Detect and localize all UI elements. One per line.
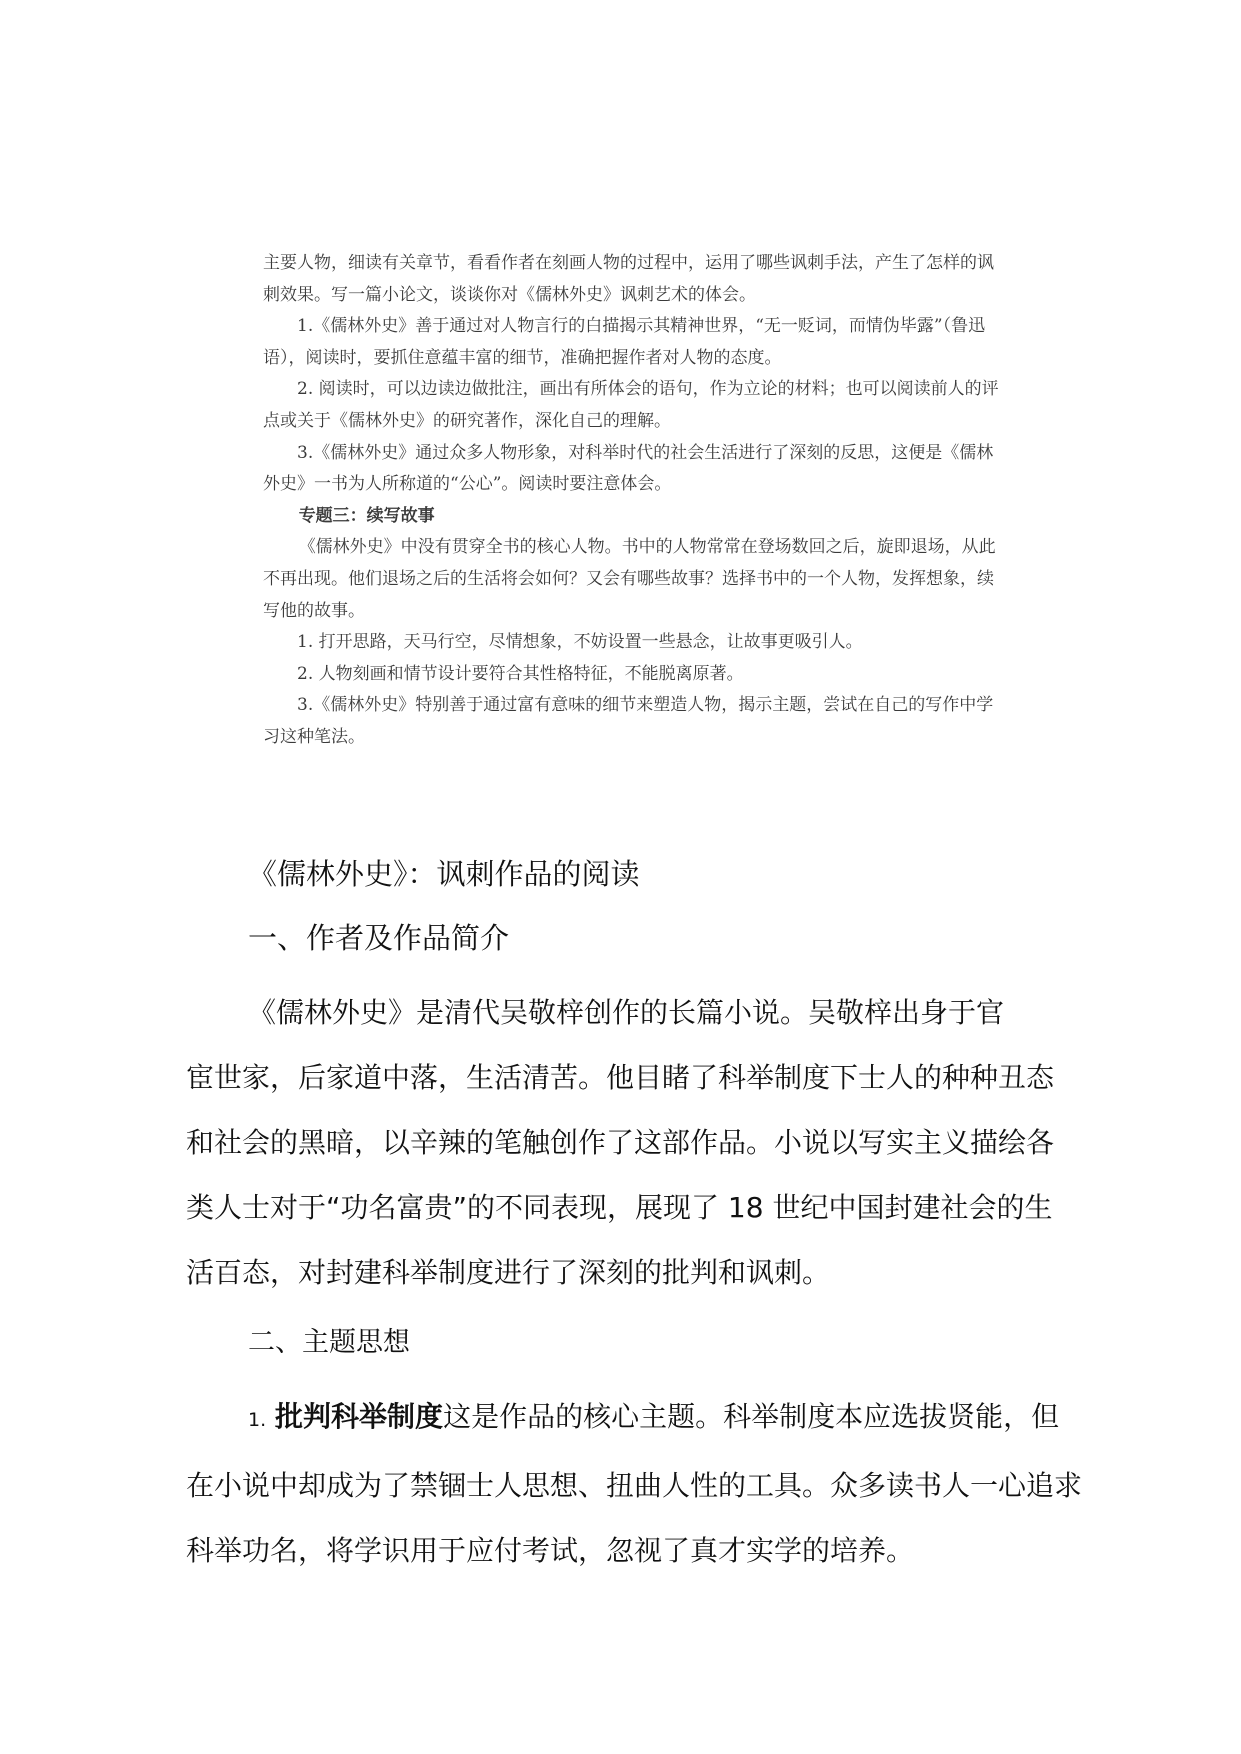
theme-paragraph [186, 1384, 1086, 1583]
scan-paragraph: 2. 阅读时，可以边读边做批注，画出有所体会的语句，作为立论的材料；也可以阅读前人的评点或关于《儒林外史》的研究著作，深化自己的理解。 [263, 379, 999, 431]
section-heading-theme: 二、主题思想 [248, 1327, 410, 1358]
scan-paragraph: 3.《儒林外史》特别善于通过富有意味的细节来塑造人物，揭示主题，尝试在自己的写作中学习这种笔法。 [263, 695, 994, 747]
document-title: 《儒林外史》：讽刺作品的阅读 [248, 857, 640, 891]
scan-paragraph: 《儒林外史》中没有贯穿全书的核心人物。书中的人物常常在登场数回之后，旋即退场，从此不再出现。他们退场之后的生活将会如何？又会有哪些故事？选择书中的一个人物，发挥想象，续写他的故事。 [263, 537, 996, 621]
section-heading-author: 一、作者及作品简介 [248, 921, 510, 955]
scan-paragraph: 1. 打开思路，天马行空，尽情想象，不妨设置一些悬念，让故事更吸引人。 [297, 632, 863, 653]
intro-first-line: 《儒林外史》是清代吴敬梓创作的长篇小说。吴敬梓出身于官 [248, 996, 1005, 1029]
scanned-textbook-excerpt [263, 248, 1003, 754]
scan-paragraph: 3.《儒林外史》通过众多人物形象，对科举时代的社会生活进行了深刻的反思，这便是《儒林外史》一书为人所称道的“公心”。阅读时要注意体会。 [263, 442, 994, 495]
scan-paragraph: 2. 人物刻画和情节设计要符合其性格特征，不能脱离原著。 [297, 663, 744, 684]
scan-section-heading: 专题三：续写故事 [298, 505, 435, 526]
intro-paragraph [186, 980, 1066, 1305]
scan-paragraph: 主要人物，细读有关章节，看看作者在刻画人物的过程中，运用了哪些讽刺手法，产生了怎样的讽刺效果。写一篇小论文，谈谈你对《儒林外史》讽刺艺术的体会。 [263, 253, 994, 305]
theme-text: 这是作品的核心主题。科举制度本应选拔贤能，但在小说中却成为了禁锢士人思想、扭曲人性的工具。众多读书人一心追求科举功名，将学识用于应付考试，忽视了真才实学的培养。 [186, 1400, 1083, 1567]
theme-keyword: 批判科举制度 [275, 1400, 444, 1433]
intro-rest: 宦世家，后家道中落，生活清苦。他目睹了科举制度下士人的种种丑态和社会的黑暗，以辛辣的笔触创作了这部作品。小说以写实主义描绘各类人士对于“功名富贵”的不同表现，展现了 18 世纪中国封建社会的生活百态，对封建科举制度进行了深刻的批判和讽刺。 [186, 1061, 1055, 1289]
theme-number: 1. [248, 1409, 267, 1431]
scan-paragraph: 1.《儒林外史》善于通过对人物言行的白描揭示其精神世界，“无一贬词，而情伪毕露”（鲁迅语），阅读时，要抓住意蕴丰富的细节，准确把握作者对人物的态度。 [263, 316, 986, 368]
